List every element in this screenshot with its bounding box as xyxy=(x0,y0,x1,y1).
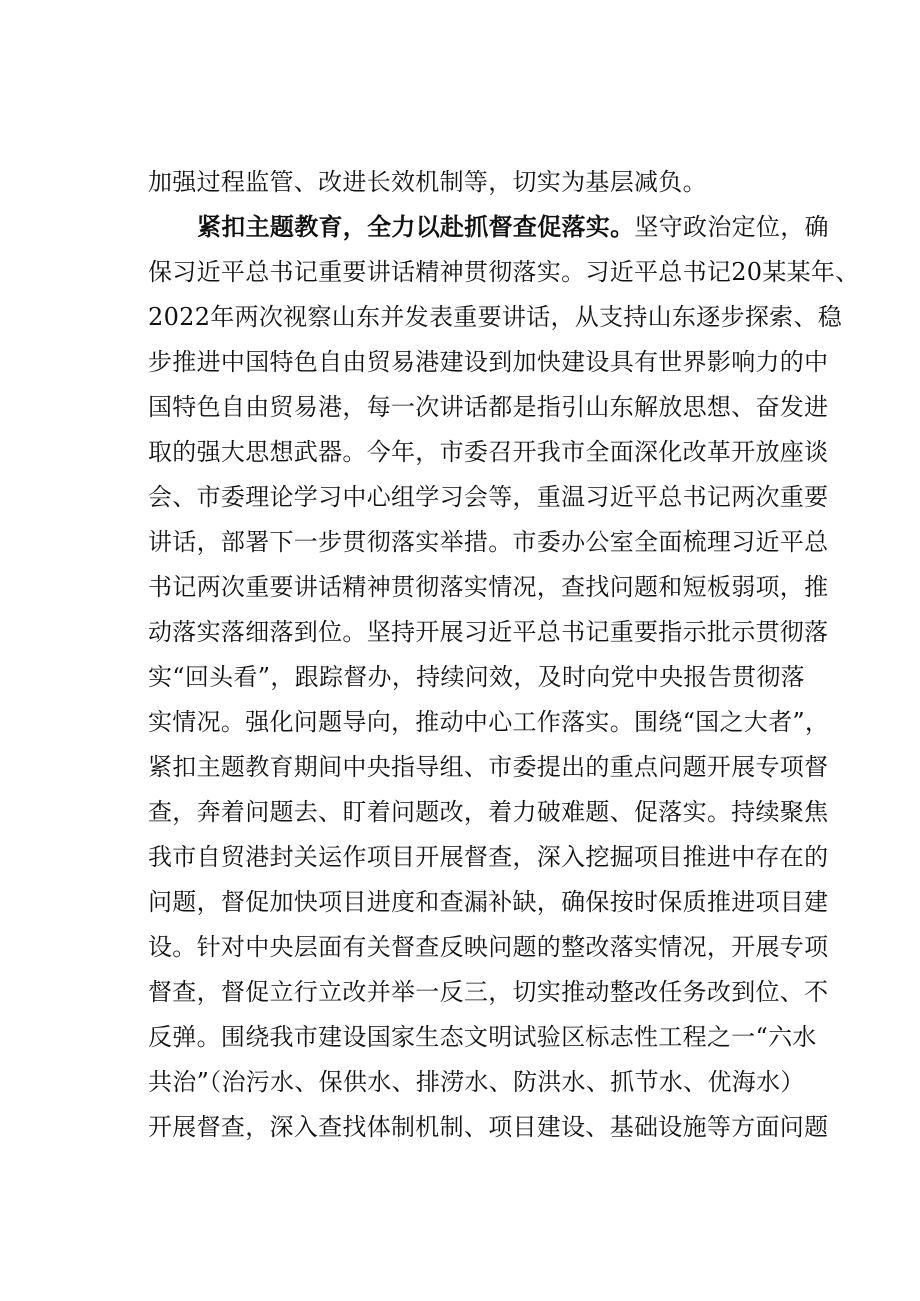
paragraph-line xyxy=(148,612,829,652)
paragraph-line xyxy=(148,1017,817,1057)
line-text: 设。针对中央层面有关督查反映问题的整改落实情况，开展专项 xyxy=(148,933,829,961)
line-text: 我市自贸港封关运作项目开展督查，深入挖掘项目推进中存在的 xyxy=(148,843,829,871)
line-text: 共治”（治污水、保供水、排涝水、防洪水、抓节水、优海水） xyxy=(148,1068,805,1096)
paragraph-line xyxy=(148,387,829,427)
line-text: 步推进中国特色自由贸易港建设到加快建设具有世界影响力的中 xyxy=(148,348,829,376)
paragraph-line xyxy=(148,522,829,562)
paragraph-line xyxy=(148,882,829,922)
paragraph-line xyxy=(148,927,829,967)
paragraph-line xyxy=(148,837,829,877)
paragraph-line xyxy=(148,432,829,472)
line-text: 会、市委理论学习中心组学习会等，重温习近平总书记两次重要 xyxy=(148,483,829,511)
line-text: 国特色自由贸易港，每一次讲话都是指引山东解放思想、奋发进 xyxy=(148,393,829,421)
section-lead-heading: 紧扣主题教育，全力以赴抓督查促落实。 xyxy=(197,212,635,241)
paragraph-line xyxy=(148,252,860,292)
paragraph-line xyxy=(148,972,829,1012)
line-text: 反弹。围绕我市建设国家生态文明试验区标志性工程之一“六水 xyxy=(148,1023,817,1051)
line-text: 问题，督促加快项目进度和查漏补缺，确保按时保质推进项目建 xyxy=(148,888,829,916)
paragraph-line xyxy=(148,702,830,742)
line-text: 查，奔着问题去、盯着问题改，着力破难题、促落实。持续聚焦 xyxy=(148,798,829,826)
line-text: 紧扣主题教育期间中央指导组、市委提出的重点问题开展专项督 xyxy=(148,753,829,781)
paragraph-line xyxy=(148,792,829,832)
paragraph-line xyxy=(148,342,829,382)
line-text: 保习近平总书记重要讲话精神贯彻落实。习近平总书记20某某年、 xyxy=(148,258,860,286)
line-text: 督查，督促立行立改并举一反三，切实推动整改任务改到位、不 xyxy=(148,978,829,1006)
paragraph-line xyxy=(148,1062,808,1102)
line-text: 坚守政治定位，确 xyxy=(634,213,829,241)
paragraph-line xyxy=(148,747,829,787)
line-text: 讲话，部署下一步贯彻落实举措。市委办公室全面梳理习近平总 xyxy=(148,528,829,556)
line-text: 取的强大思想武器。今年，市委召开我市全面深化改革开放座谈 xyxy=(148,438,829,466)
line-text: 书记两次重要讲话精神贯彻落实情况，查找问题和短板弱项，推 xyxy=(148,573,829,601)
paragraph-line xyxy=(148,657,808,697)
line-text: 2022年两次视察山东并发表重要讲话，从支持山东逐步探索、稳 xyxy=(148,303,843,331)
line-text: 实“回头看”，跟踪督办，持续问效，及时向党中央报告贯彻落 xyxy=(148,663,805,691)
line-text: 开展督查，深入查找体制机制、项目建设、基础设施等方面问题 xyxy=(148,1113,829,1141)
paragraph-line xyxy=(197,207,857,247)
paragraph-line xyxy=(148,297,843,337)
line-text: 加强过程监管、改进长效机制等，切实为基层减负。 xyxy=(148,168,707,196)
paragraph-line xyxy=(148,1107,829,1147)
paragraph-line xyxy=(148,567,829,607)
paragraph-line xyxy=(148,477,829,517)
line-text: 动落实落细落到位。坚持开展习近平总书记重要指示批示贯彻落 xyxy=(148,618,829,646)
paragraph-line xyxy=(148,162,808,202)
line-text: 实情况。强化问题导向，推动中心工作落实。围绕“国之大者”， xyxy=(148,708,830,736)
